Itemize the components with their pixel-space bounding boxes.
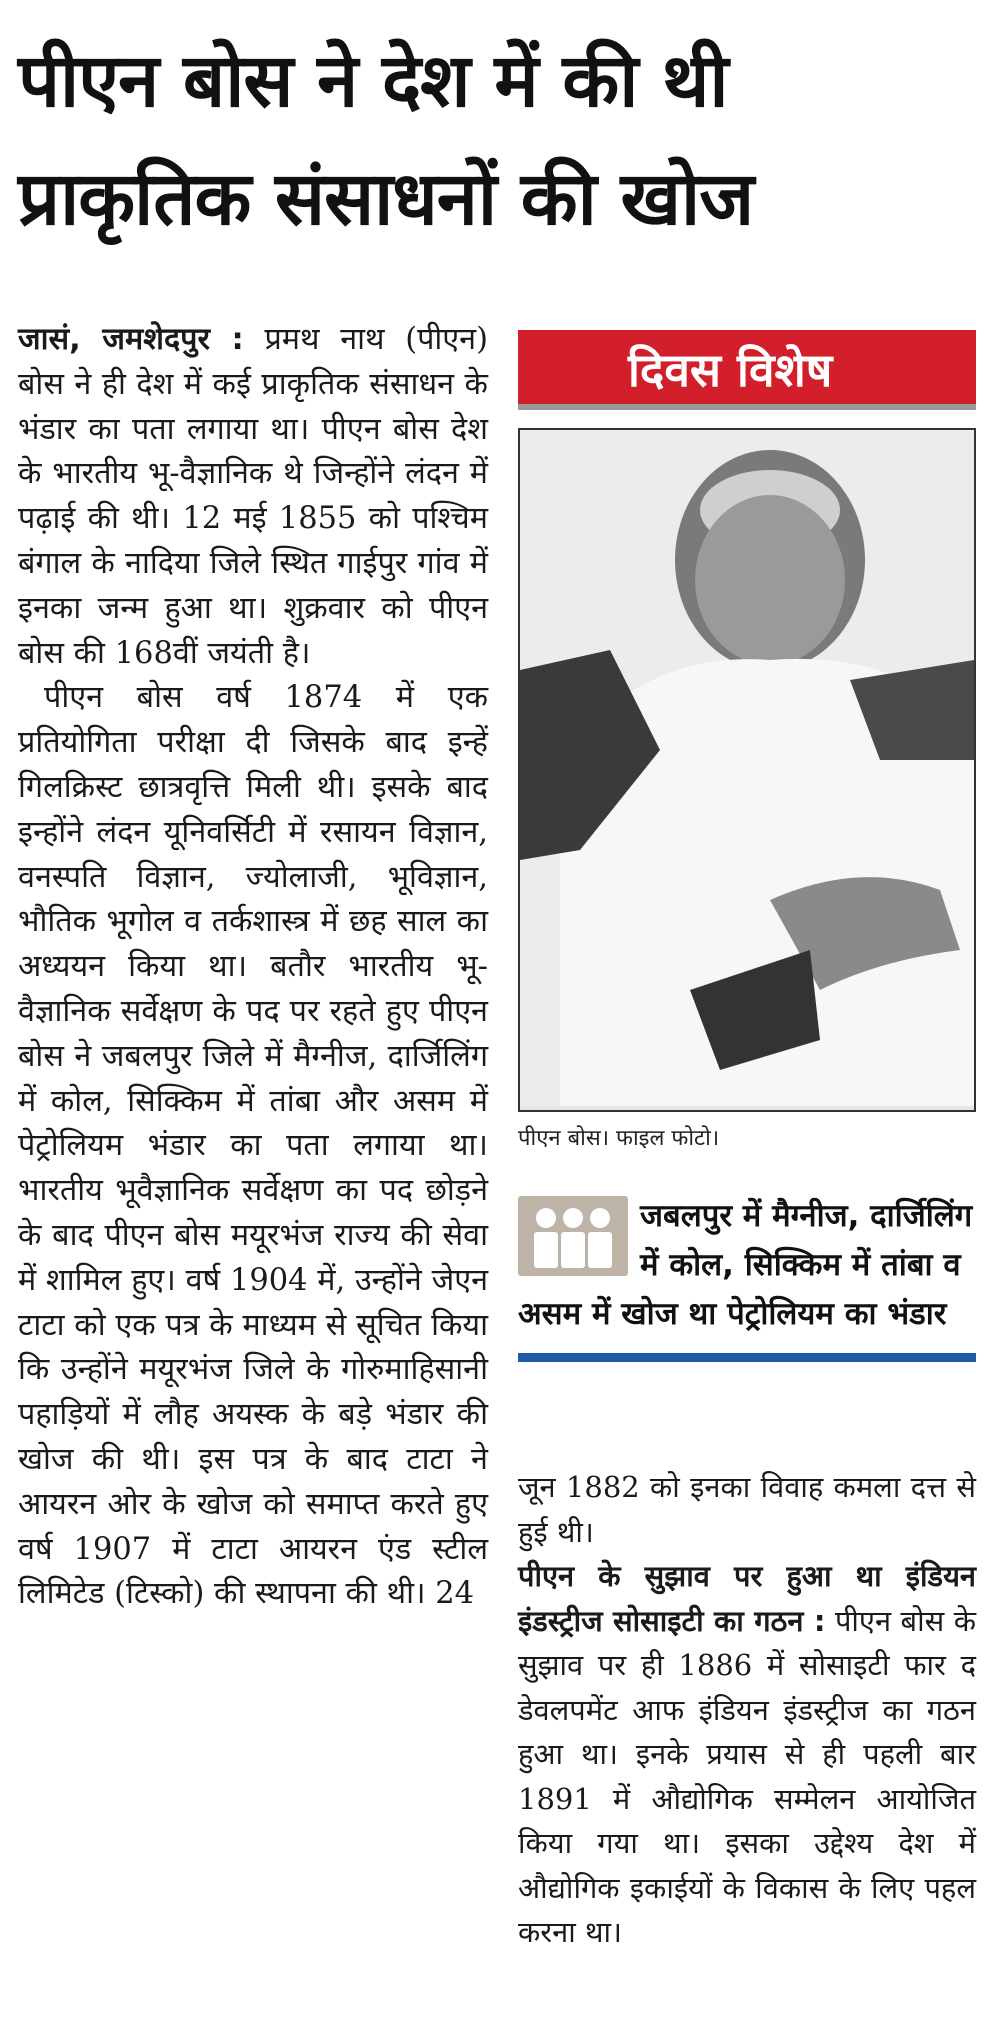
article-paragraph-2: पीएन बोस वर्ष 1874 में एक प्रतियोगिता परीक्षा दी जिसके बाद इन्हें गिलक्रिस्ट छात्रवृत्ति मिली थी। इसके बाद इन्होंने लंदन यूनिवर्सिटी में रसायन विज्ञान, वनस्पति विज्ञान, ज्योलाजी, भूविज्ञान, भौतिक भूगोल व तर्कशास्त्र में छह साल का अध्ययन किया था। बतौर भारतीय भू-वैज्ञानिक सर्वेक्षण के पद पर रहते हुए पीएन बोस ने जबलपुर जिले में मैग्नीज, दार्जिलिंग में कोल, सिक्किम में तांबा और असम में पेट्रोलियम भंडार का पता लगाया था। भारतीय भूवैज्ञानिक सर्वेक्षण का पद छोड़ने के बाद पीएन बोस मयूरभंज राज्य की सेवा में शामिल हुए। वर्ष 1904 में, उन्होंने जेएन टाटा को एक पत्र के माध्यम से सूचित किया कि उन्होंने मयूरभंज जिले के गोरुमाहिसानी पहाड़ियों में लौह अयस्क के बड़े भंडार की खोज की थी। इस पत्र के बाद टाटा ने आयरन ओर के खोज को समाप्त करते हुए वर्ष 1907 में टाटा आयरन एंड स्टील लिमिटेड (टिस्को) की स्थापना की थी। 24 xyxy=(18,680,488,1612)
headline xyxy=(18,22,988,258)
sidebar-feature xyxy=(518,330,976,1152)
callout-text: जबलपुर में मैग्नीज, दार्जिलिंग में कोल, सिक्किम में तांबा व असम में खोज था पेट्रोलियम का भंडार xyxy=(518,1198,973,1332)
photo-caption: पीएन बोस। फाइल फोटो। xyxy=(518,1126,720,1151)
article-paragraph-1-text: प्रमथ नाथ (पीएन) बोस ने ही देश में कई प्राकृतिक संसाधन के भंडार का पता लगाया था। पीएन बोस देश के भारतीय भू-वैज्ञानिक थे जिन्होंने लंदन में पढ़ाई की थी। 12 मई 1855 को पश्चिम बंगाल के नादिया जिले स्थित गाईपुर गांव में इनका जन्म हुआ था। शुक्रवार को पीएन बोस की 168वीं जयंती है। xyxy=(18,322,489,671)
article-paragraph-1 xyxy=(18,318,488,676)
portrait-photo xyxy=(518,428,976,1112)
callout-box xyxy=(518,1192,976,1362)
article-right-column xyxy=(518,1465,976,1955)
divas-vishesh-banner: दिवस विशेष xyxy=(518,330,976,410)
headline-line-2: प्राकृतिक संसाधनों की खोज xyxy=(18,156,754,242)
subheading: पीएन के सुझाव पर हुआ था इंडियन इंडस्ट्रीज सोसाइटी का गठन : xyxy=(518,1559,976,1638)
dateline: जासं, जमशेदपुर : xyxy=(18,322,244,357)
article-paragraph-4 xyxy=(518,1554,976,1955)
headline-line-1: पीएन बोस ने देश में की थी xyxy=(18,38,728,124)
article-paragraph-3: जून 1882 को इनका विवाह कमला दत्त से हुई थी। xyxy=(518,1470,976,1549)
article-left-column xyxy=(18,318,488,1617)
portrait-illustration xyxy=(520,430,974,1106)
article-paragraph-4-text: पीएन बोस के सुझाव पर ही 1886 में सोसाइटी फार द डेवलपमेंट आफ इंडियन इंडस्ट्रीज का गठन हुआ था। इनके प्रयास से ही पहली बार 1891 में औद्योगिक सम्मेलन आयोजित किया गया था। इसका उद्देश्य देश में औद्योगिक इकाईयों के विकास के लिए पहल करना था। xyxy=(518,1603,976,1949)
people-group-icon xyxy=(518,1196,628,1276)
